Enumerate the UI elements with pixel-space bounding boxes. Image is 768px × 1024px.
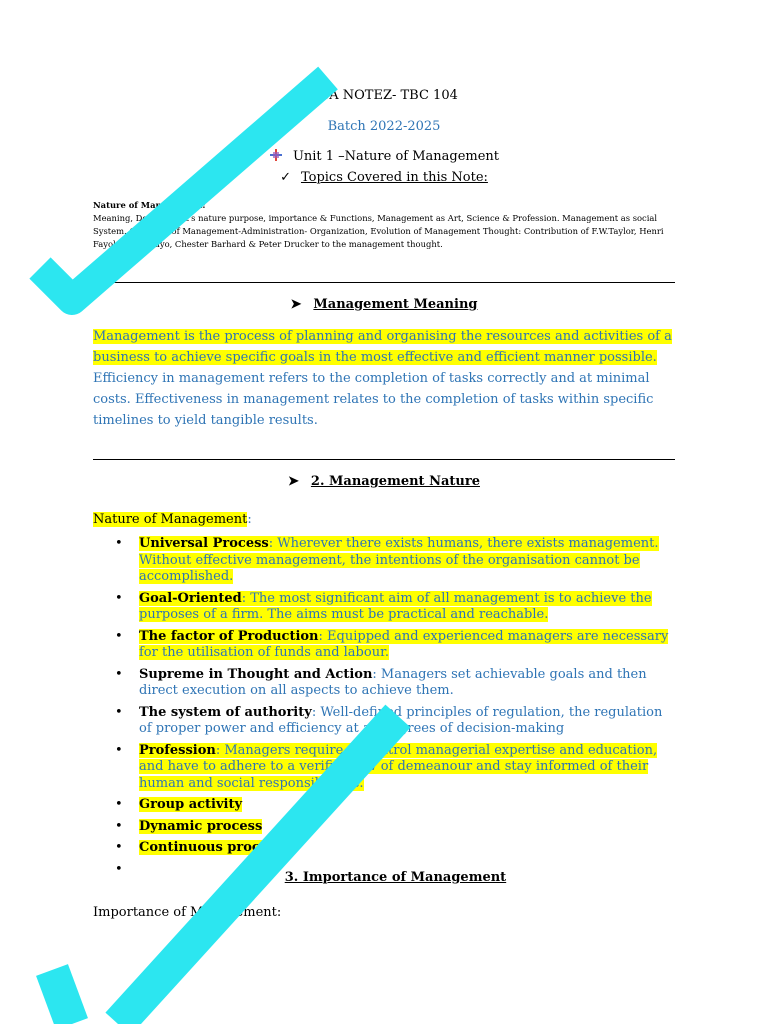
bullet-icon: •	[115, 590, 123, 606]
list-item	[93, 743, 673, 793]
bullet-icon: •	[115, 536, 123, 551]
document-title: BBA NOTEZ- TBC 104	[310, 88, 458, 103]
section-title: Management Meaning	[313, 297, 478, 312]
item-term: Continuous process	[139, 840, 283, 855]
list-item	[93, 667, 673, 700]
bullet-icon: •	[115, 840, 123, 855]
list-item	[93, 705, 673, 738]
item-term: Goal-Oriented	[139, 590, 242, 606]
bullet-icon: •	[115, 742, 123, 758]
section-heading-meaning	[0, 297, 768, 312]
list-item	[93, 536, 673, 586]
item-term: Dynamic process	[139, 818, 263, 834]
importance-label: Importance of Management:	[93, 905, 282, 920]
topics-summary	[93, 199, 673, 251]
topics-heading	[0, 170, 768, 185]
item-description: : Managers require to control managerial expertise and education, and have to adhere to a verified law of demeanour and stay informed of their human and social responsibilities.	[139, 742, 658, 791]
bullet-icon: •	[115, 818, 123, 834]
item-term: Supreme in Thought and Action	[139, 666, 373, 682]
nature-list	[93, 536, 673, 877]
unit-title: Unit 1 –Nature of Management	[292, 149, 500, 164]
list-item	[93, 840, 673, 857]
section-heading-importance	[0, 870, 768, 885]
meaning-plain-text: Efficiency in management refers to the completion of tasks correctly and at minimal costs. Effectiveness in management relates to the completion of tasks within specific timelines to yield tangible results.	[93, 371, 654, 428]
item-term: The system of authority	[139, 704, 312, 720]
arrow-right-icon: ➤	[261, 870, 273, 885]
check-icon: ✓	[280, 170, 291, 185]
list-item	[93, 797, 673, 814]
item-description: : The most significant aim of all management is to achieve the purposes of a firm. The aims must be practical and reachable.	[139, 590, 652, 622]
meaning-highlighted-text: Management is the process of planning and organising the resources and activities of a business to achieve specific goals in the most effective and efficient manner possible.	[93, 329, 672, 365]
nature-label-text: Nature of Management	[93, 512, 248, 527]
batch-label: Batch 2022-2025	[327, 119, 441, 134]
item-term: Group activity	[139, 797, 243, 812]
section-title: 2. Management Nature	[310, 474, 480, 489]
bullet-icon: •	[115, 797, 123, 812]
item-description: : Well-defined principles of regulation, the regulation of proper power and efficiency at all degrees of decision-making	[139, 704, 663, 736]
section-heading-nature	[0, 474, 768, 489]
summary-label: Nature of Management:	[93, 200, 206, 210]
bullet-icon: •	[115, 704, 123, 720]
list-item	[93, 819, 673, 836]
divider	[93, 459, 675, 460]
topics-title: Topics Covered in this Note:	[300, 170, 488, 185]
item-term: The factor of Production	[139, 628, 319, 644]
list-item	[93, 591, 673, 624]
item-term: Universal Process	[139, 536, 269, 551]
meaning-paragraph	[93, 326, 673, 431]
item-description: : Equipped and experienced managers are necessary for the utilisation of funds and labour.	[139, 628, 669, 660]
item-term: Profession	[139, 742, 216, 758]
divider	[93, 282, 675, 283]
summary-text: Meaning, Definition, it's nature purpose, importance & Functions, Management as Art, Science & Profession. Management as social System. Concepts of Management-Administration- Organization, Evolution of Management Thought: Contribution of F.W.Taylor, Henri Fayol, Elton Mayo, Chester Barhard & Peter Drucker to the management thought.	[93, 213, 664, 249]
unit-bullet-icon	[269, 149, 283, 161]
list-item	[93, 629, 673, 662]
bullet-icon: •	[115, 861, 123, 877]
item-description: : Wherever there exists humans, there exists management. Without effective management, the intentions of the organisation cannot be accomplished.	[139, 536, 659, 584]
arrow-right-icon: ➤	[288, 474, 299, 489]
bullet-icon: •	[115, 628, 123, 644]
section-title: 3. Importance of Management	[284, 870, 507, 885]
arrow-right-icon: ➤	[290, 297, 302, 312]
nature-label: Nature of Management:	[93, 512, 252, 527]
unit-heading	[0, 149, 768, 164]
bullet-icon: •	[115, 666, 123, 682]
item-description: : Managers set achievable goals and then direct execution on all aspects to achieve them.	[139, 666, 647, 698]
